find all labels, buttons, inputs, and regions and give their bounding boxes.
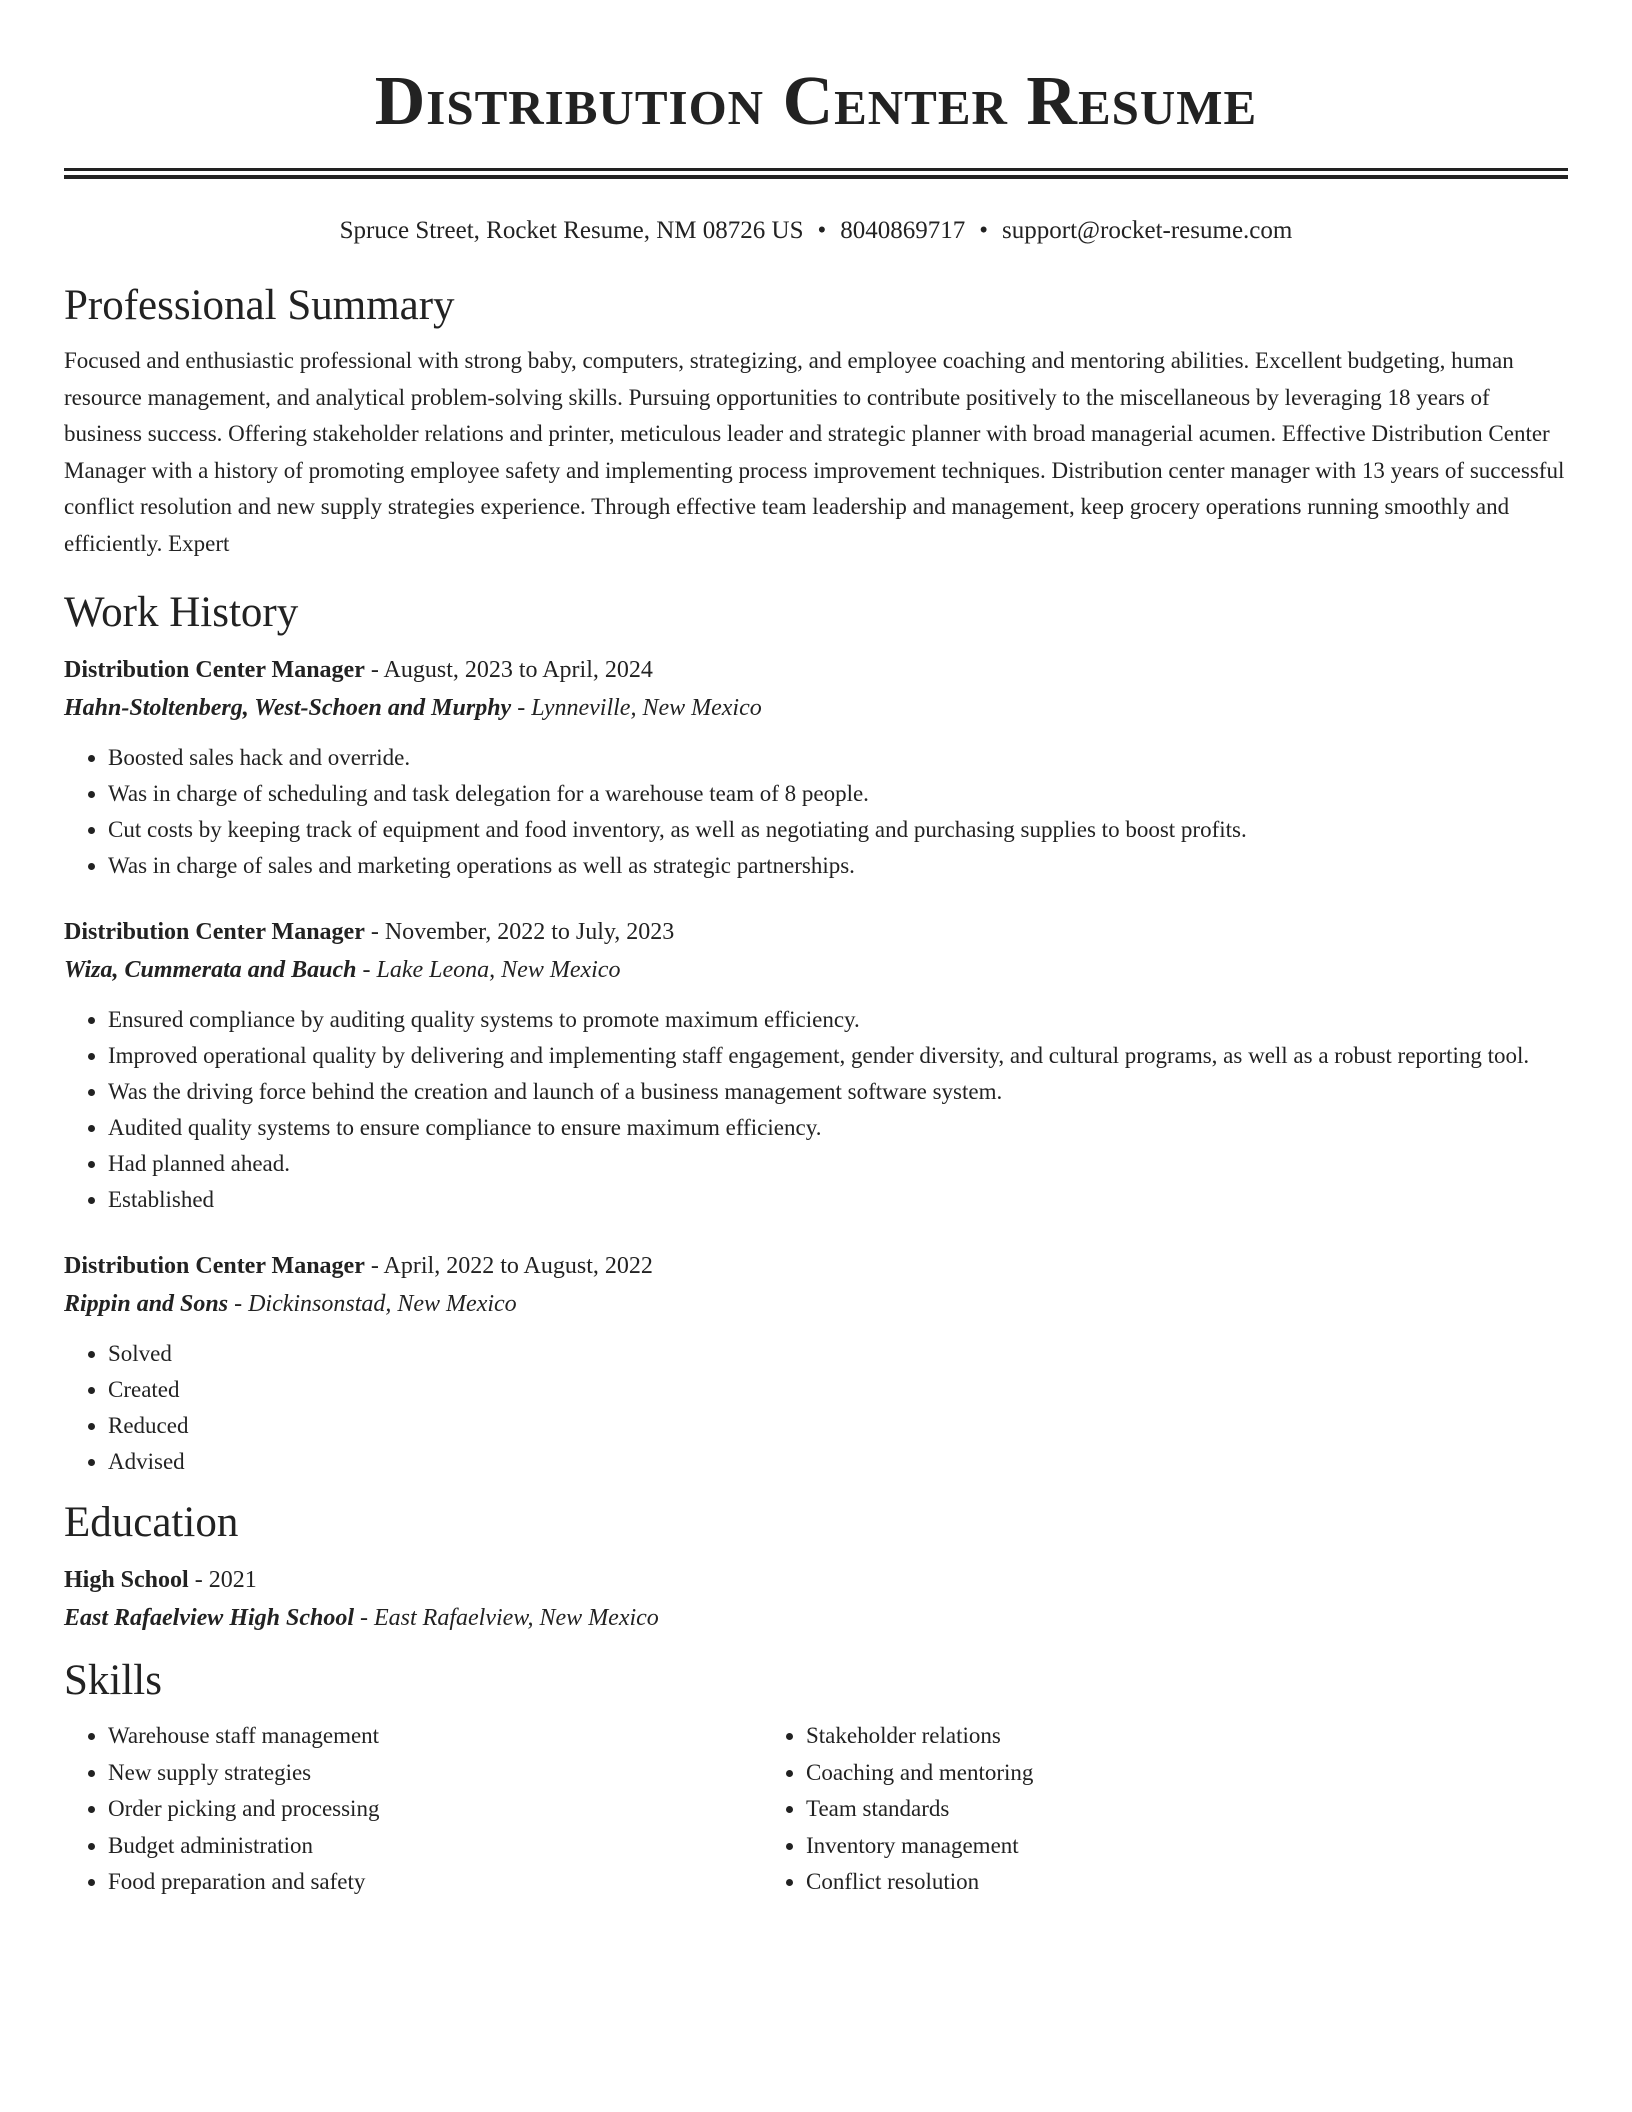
job-title-line [64,652,1568,688]
job-title: Distribution Center Manager [64,1253,365,1279]
skill-item: • Team standards [806,1791,1504,1828]
job-company-line [64,688,1568,728]
contact-address: Spruce Street, Rocket Resume, NM 08726 US [339,217,804,244]
list-item: • Was the driving force behind the creation and launch of a business management software system. [108,1074,1568,1110]
list-item: • Solved [108,1336,1568,1372]
job-title-line [64,914,1568,950]
job-company-line [64,1284,1568,1324]
skill-item: • Order picking and processing [108,1791,762,1828]
skills-heading: Skills [64,1657,162,1704]
summary-heading: Professional Summary [64,282,455,329]
skill-item: • New supply strategies [108,1755,762,1792]
job-bullets [64,1336,1568,1480]
divider-line-top [64,168,1568,171]
title-divider [64,168,1568,179]
bullet-separator: • [979,217,989,244]
job-entry [64,1248,1568,1480]
resume-title: Distribution Center Resume [374,63,1258,140]
list-item: • Cut costs by keeping track of equipment and food inventory, as well as negotiating and purchasing supplies to boost profits. [108,812,1568,848]
job-company: Hahn-Stoltenberg, West-Schoen and Murphy [64,695,512,721]
job-dates: - November, 2022 to July, 2023 [364,919,675,945]
education-entry [64,1562,1568,1638]
work-history-heading: Work History [64,589,299,636]
job-bullets [64,740,1568,884]
list-item: • Boosted sales hack and override. [108,740,1568,776]
job-title: Distribution Center Manager [64,919,365,945]
job-entry [64,652,1568,884]
contact-email: support@rocket-resume.com [1002,217,1293,244]
job-location: - Lake Leona, New Mexico [356,957,621,983]
list-item: • Audited quality systems to ensure compliance to ensure maximum efficiency. [108,1110,1568,1146]
education-school-line [64,1598,1568,1638]
contact-line [64,215,1568,247]
skills-list-left [64,1718,762,1901]
skill-item: • Budget administration [108,1828,762,1865]
list-item: • Reduced [108,1408,1568,1444]
job-entry [64,914,1568,1218]
divider-line-bottom [64,175,1568,179]
job-location: - Dickinsonstad, New Mexico [228,1291,517,1317]
skill-item: • Conflict resolution [806,1864,1504,1901]
skills-columns [64,1718,1568,1901]
list-item: • Improved operational quality by delivering and implementing staff engagement, gender diversity, and cultural programs, as well as a robust reporting tool. [108,1038,1568,1074]
job-location: - Lynneville, New Mexico [511,695,762,721]
skill-item: • Food preparation and safety [108,1864,762,1901]
job-bullets [64,1002,1568,1218]
job-title: Distribution Center Manager [64,657,365,683]
education-degree-line [64,1562,1568,1598]
list-item: • Created [108,1372,1568,1408]
job-title-line [64,1248,1568,1284]
job-company-line [64,950,1568,990]
resume-content [64,0,1568,1901]
job-company: Wiza, Cummerata and Bauch [64,957,357,983]
list-item: • Advised [108,1444,1568,1480]
job-company: Rippin and Sons [64,1291,229,1317]
contact-phone: 8040869717 [840,217,966,244]
bullet-separator: • [817,217,827,244]
skills-list-right [762,1718,1504,1901]
skill-item: • Warehouse staff management [108,1718,762,1755]
education-location: - East Rafaelview, New Mexico [354,1605,659,1631]
education-heading: Education [64,1499,239,1546]
skill-item: • Stakeholder relations [806,1718,1504,1755]
list-item: • Ensured compliance by auditing quality systems to promote maximum efficiency. [108,1002,1568,1038]
list-item: • Was in charge of sales and marketing operations as well as strategic partnerships. [108,848,1568,884]
skill-item: • Coaching and mentoring [806,1755,1504,1792]
summary-text: Focused and enthusiastic professional with strong baby, computers, strategizing, and employee coaching and mentoring abilities. Excellent budgeting, human resource management, and analytical problem-solving skills. Pursuing opportunities to contribute positively to the miscellaneous by leveraging 18 years of business success. Offering stakeholder relations and printer, meticulous leader and strategic planner with broad managerial acumen. Effective Distribution Center Manager with a history of promoting employee safety and implementing process improvement techniques. Distribution center manager with 13 years of successful conflict resolution and new supply strategies experience. Through effective team leadership and management, keep grocery operations running smoothly and efficiently. Expert [64,348,1565,556]
job-dates: - August, 2023 to April, 2024 [364,657,653,683]
education-degree: High School [64,1567,189,1593]
education-year: - 2021 [188,1567,257,1593]
list-item: • Had planned ahead. [108,1146,1568,1182]
list-item: • Was in charge of scheduling and task delegation for a warehouse team of 8 people. [108,776,1568,812]
list-item: • Established [108,1182,1568,1218]
job-dates: - April, 2022 to August, 2022 [364,1253,653,1279]
skill-item: • Inventory management [806,1828,1504,1865]
education-school: East Rafaelview High School [64,1605,355,1631]
